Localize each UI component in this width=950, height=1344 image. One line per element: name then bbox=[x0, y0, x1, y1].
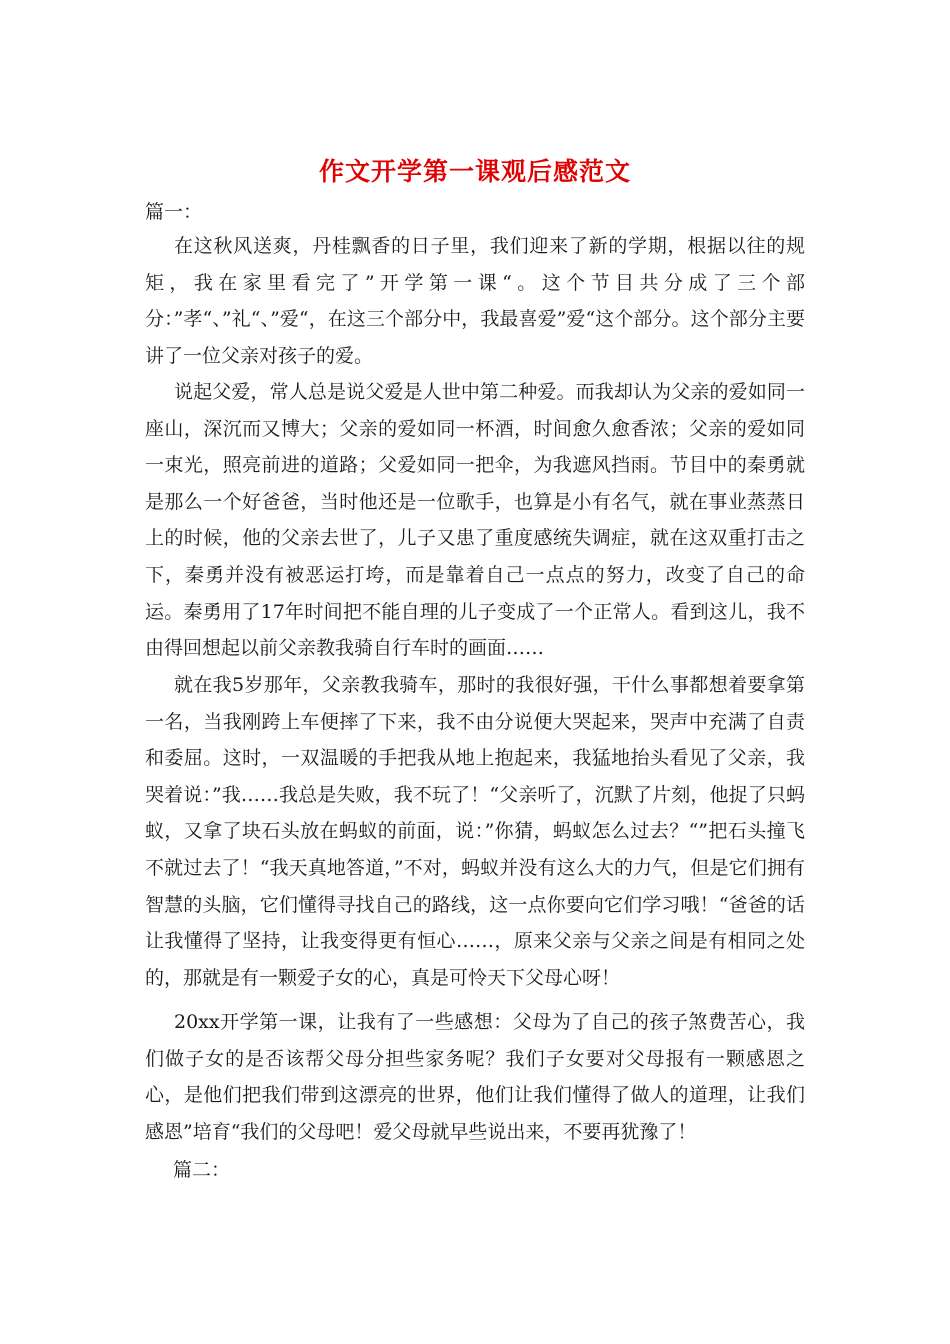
section-label-1: 篇一： bbox=[145, 201, 203, 223]
paragraph-3: 就在我5岁那年，父亲教我骑车，那时的我很好强，干什么事都想着要拿第一名，当我刚跨上车便摔了下来，我不由分说便大哭起来，哭声中充满了自责和委屈。这时，一双温暖的手把我从地上抱起来，我猛地抬头看见了父亲，我哭着说：”我……我总是失败，我不玩了！“父亲听了，沉默了片刻，他捉了只蚂蚁，又拿了块石头放在蚂蚁的前面，说：”你猜，蚂蚁怎么过去？“”把石头撞飞不就过去了！“我天真地答道，”不对，蚂蚁并没有这么大的力气，但是它们拥有智慧的头脑，它们懂得寻找自己的路线，这一点你要向它们学习哦！“爸爸的话让我懂得了坚持，让我变得更有恒心……，原来父亲与父亲之间是有相同之处的，那就是有一颗爱子女的心，真是可怜天下父母心呀！ bbox=[145, 674, 805, 989]
document-title: 作文开学第一课观后感范文 bbox=[318, 157, 631, 186]
paragraph-2: 说起父爱，常人总是说父爱是人世中第二种爱。而我却认为父亲的爱如同一座山，深沉而又博大；父亲的爱如同一杯酒，时间愈久愈香浓；父亲的爱如同一束光，照亮前进的道路；父爱如同一把伞，为我遮风挡雨。节目中的秦勇就是那么一个好爸爸，当时他还是一位歌手，也算是小有名气，就在事业蒸蒸日上的时候，他的父亲去世了，儿子又患了重度感统失调症，就在这双重打击之下，秦勇并没有被恶运打垮，而是靠着自己一点点的努力，改变了自己的命运。秦勇用了17年时间把不能自理的儿子变成了一个正常人。看到这儿，我不由得回想起以前父亲教我骑自行车时的画面…… bbox=[145, 381, 805, 660]
section-label-2: 篇二： bbox=[173, 1159, 231, 1181]
paragraph-1: 在这秋风送爽，丹桂飘香的日子里，我们迎来了新的学期，根据以往的规矩，我在家里看完了”开学第一课“。这个节目共分成了三个部分：”孝“、”礼“、”爱“，在这三个部分中，我最喜爱”爱“这个部分。这个部分主要讲了一位父亲对孩子的爱。 bbox=[145, 235, 805, 367]
paragraph-4: 20xx开学第一课，让我有了一些感想：父母为了自己的孩子煞费苦心，我们做子女的是否该帮父母分担些家务呢？我们子女要对父母报有一颗感恩之心，是他们把我们带到这漂亮的世界，他们让我们懂得了做人的道理，让我们感恩”培育“我们的父母吧！爱父母就早些说出来，不要再犹豫了！ bbox=[145, 1011, 805, 1143]
